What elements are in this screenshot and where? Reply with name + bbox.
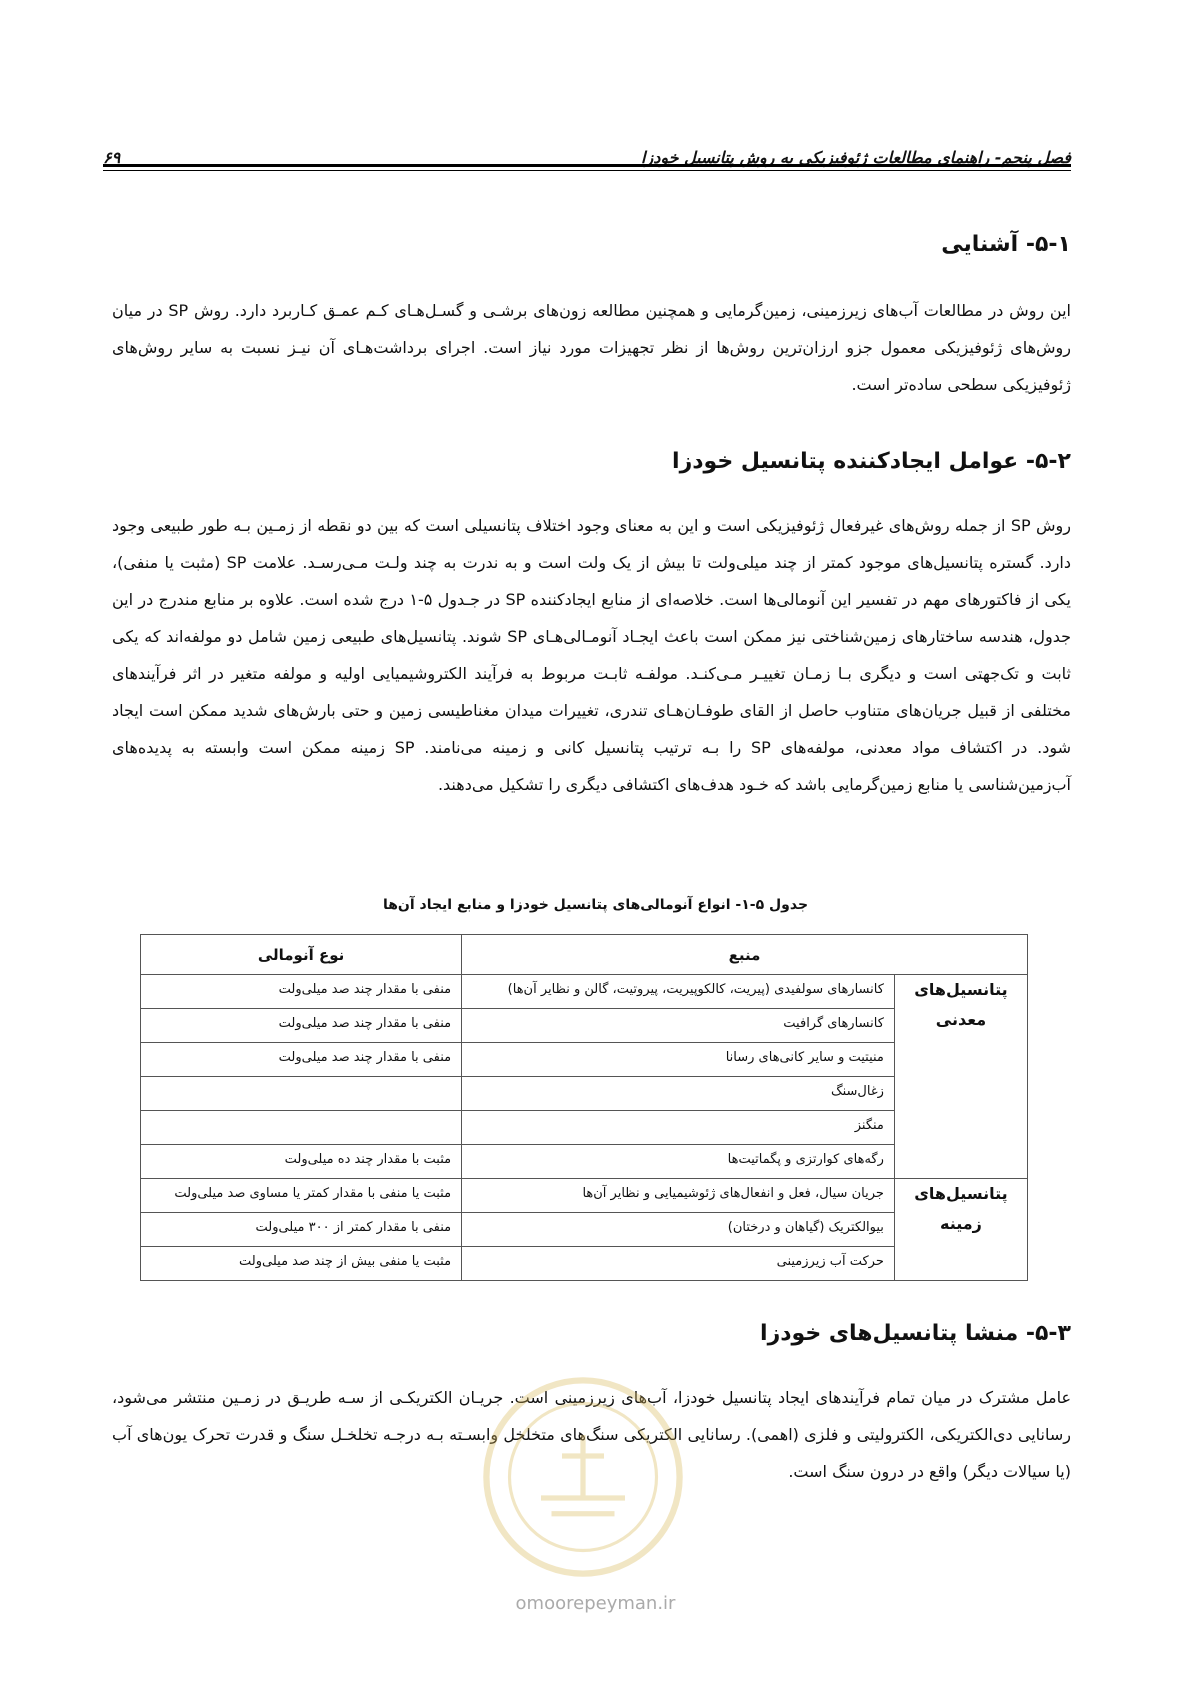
- anomaly-cell: منفی با مقدار چند صد میلی‌ولت: [141, 1009, 462, 1043]
- watermark-seal: [478, 1372, 688, 1582]
- table-row: [141, 1179, 1028, 1213]
- source-cell: بیوالکتریک (گیاهان و درختان): [462, 1213, 895, 1247]
- paragraph-sp-factors: روش SP از جمله روش‌های غیرفعال ژئوفیزیکی است و این به معنای وجود اختلاف پتانسیلی است که بین دو نقطه از زمـین بـه طور طبیعی وجود دارد. گستره پتانسیل‌های موجود کمتر از چند میلی‌ولت تا بیش از یک ولت است و به ندرت به چند ولـت مـی‌رسـد. علامت SP (مثبت یا منفی)، یکی از فاکتورهای مهم در تفسیر این آنومالی‌ها است. خلاصه‌ای از منابع ایجادکننده SP در جـدول ۵-۱ درج شده است. علاوه بر منابع مندرج در این جدول، هندسه ساختارهای زمین‌شناختی نیز ممکن است باعث ایجـاد آنومـالی‌هـای SP شوند. پتانسیل‌های طبیعی زمین شامل دو مولفه‌اند که یکی ثابت و تک‌جهتی است و دیگری بـا زمـان تغییـر مـی‌کنـد. مولفـه ثابـت مربوط به فرآیند الکتروشیمیایی اولیه و مولفه متغیر در اثر فرآیندهای مختلفی از قبیل جریان‌های متناوب حاصل از القای طوفـان‌هـای تندری، تغییرات میدان مغناطیسی زمین و حتی بارش‌های شدید ممکن است ایجاد شود. در اکتشاف مواد معدنی، مولفه‌های SP را بـه ترتیب پتانسیل کانی و زمینه می‌نامند. SP زمینه ممکن است وابسته به پدیده‌های آب‌زمین‌شناسی یا منابع زمین‌گرمایی باشد که خـود هدف‌های اکتشافی دیگری را تشکیل می‌دهند.: [112, 516, 1072, 794]
- source-cell: منگنز: [462, 1111, 895, 1145]
- sp-anomaly-table: [140, 934, 1028, 1281]
- section-heading-intro: ۵-۱- آشنایی: [941, 232, 1071, 257]
- header-source: منبع: [462, 935, 1028, 975]
- anomaly-cell: مثبت یا منفی بیش از چند صد میلی‌ولت: [141, 1247, 462, 1281]
- seal-emblem: [541, 1435, 625, 1514]
- header-anomaly: نوع آنومالی: [141, 935, 462, 975]
- chapter-title: فصل پنجم- راهنمای مطالعات ژئوفیزیکی به روش پتانسیل خودزا: [641, 148, 1071, 167]
- paragraph-intro: این روش در مطالعات آب‌های زیرزمینی، زمین‌گرمایی و همچنین مطالعه زون‌های برشـی و گسـل‌هـای کـم عمـق کـاربرد دارد. روش SP در میان روش‌های ژئوفیزیکی معمول جزو ارزان‌ترین روش‌ها از نظر تجهیزات مورد نیاز است. اجرای برداشت‌هـای آن نیـز نسبت به سایر روش‌های ژئوفیزیکی سطحی ساده‌تر است.: [112, 301, 1071, 394]
- anomaly-cell: [141, 1111, 462, 1145]
- source-cell: کانسارهای گرافیت: [462, 1009, 895, 1043]
- source-cell: رگه‌های کوارتزی و پگماتیت‌ها: [462, 1145, 895, 1179]
- source-cell: کانسارهای سولفیدی (پیریت، کالکوپیریت، پیروتیت، گالن و نظایر آن‌ها): [462, 975, 895, 1009]
- paragraph-origin: عامل مشترک در میان تمام فرآیندهای ایجاد پتانسیل خودزا، آب‌های زیرزمینی است. جریـان الکتریکـی از سـه طریـق در زمـین منتشر می‌شود، رسانایی دی‌الکتریکی، الکترولیتی و فلزی (اهمی). رسانایی الکتریکی سنگ‌های متخلخل وابسـته بـه درجـه تخلخـل سنگ و قدرت تحرک یون‌های آب (یا سیالات دیگر) واقع در درون سنگ است.: [112, 1388, 1071, 1481]
- running-header: [103, 131, 1071, 167]
- source-cell: جریان سیال، فعل و انفعال‌های ژئوشیمیایی و نظایر آن‌ها: [462, 1179, 895, 1213]
- anomaly-cell: مثبت با مقدار چند ده میلی‌ولت: [141, 1145, 462, 1179]
- section-heading-origin: ۵-۳- منشا پتانسیل‌های خودزا: [760, 1321, 1071, 1346]
- section-heading-sp-factors: ۵-۲- عوامل ایجادکننده پتانسیل خودزا: [672, 449, 1071, 474]
- table-row: [141, 975, 1028, 1009]
- anomaly-cell: مثبت یا منفی با مقدار کمتر یا مساوی صد میلی‌ولت: [141, 1179, 462, 1213]
- table-caption: جدول ۵-۱- انواع آنومالی‌های پتانسیل خودزا و منابع ایجاد آن‌ها: [382, 897, 809, 913]
- anomaly-cell: منفی با مقدار چند صد میلی‌ولت: [141, 975, 462, 1009]
- anomaly-cell: منفی با مقدار کمتر از ۳۰۰ میلی‌ولت: [141, 1213, 462, 1247]
- header-rule: [103, 164, 1071, 171]
- source-cell: حرکت آب زیرزمینی: [462, 1247, 895, 1281]
- group-mineral: پتانسیل‌های معدنی: [894, 975, 1027, 1179]
- watermark-url: omoorepeyman.ir: [515, 1593, 676, 1614]
- anomaly-cell: منفی با مقدار چند صد میلی‌ولت: [141, 1043, 462, 1077]
- page-number: ۶۹: [103, 148, 121, 167]
- table-header-row: [141, 935, 1028, 975]
- source-cell: زغال‌سنگ: [462, 1077, 895, 1111]
- source-cell: منیتیت و سایر کانی‌های رسانا: [462, 1043, 895, 1077]
- group-background: پتانسیل‌های زمینه: [894, 1179, 1027, 1281]
- anomaly-cell: [141, 1077, 462, 1111]
